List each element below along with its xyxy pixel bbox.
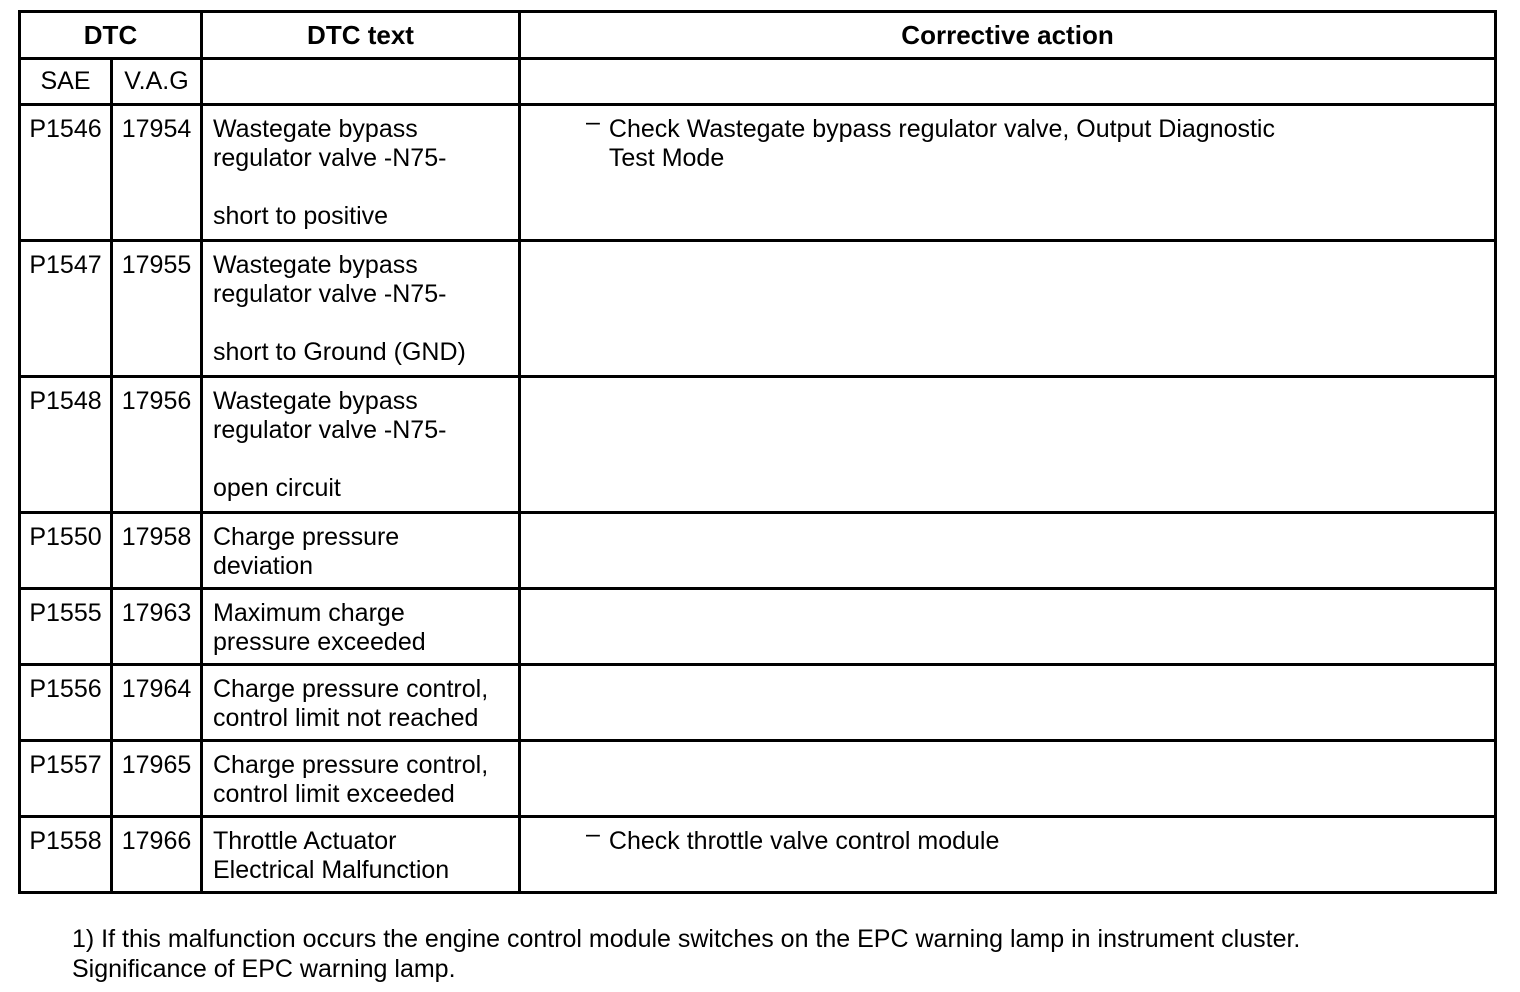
vag-code-cell: 17955	[112, 241, 202, 377]
sae-code-cell: P1556	[20, 665, 112, 741]
dtc-text-cell: Wastegate bypass regulator valve -N75- short to Ground (GND)	[202, 241, 520, 377]
footnote: 1) If this malfunction occurs the engine control module switches on the EPC warning lamp in instrument cluster. Significance of EPC warning lamp.	[72, 925, 1301, 983]
vag-code-cell: 17965	[112, 741, 202, 817]
sae-code-cell: P1548	[20, 377, 112, 513]
table-row	[20, 589, 1496, 665]
dash-bullet: –	[586, 108, 600, 136]
table-row	[20, 665, 1496, 741]
vag-code-cell: 17954	[112, 105, 202, 241]
corrective-action-cell: – Check Wastegate bypass regulator valve, Output Diagnostic Test Mode	[520, 105, 1496, 241]
column-header-dtc: DTC	[20, 12, 202, 59]
column-header-dtc-text: DTC text	[202, 12, 520, 59]
table-subheader-row	[20, 59, 1496, 105]
sae-code-cell: P1557	[20, 741, 112, 817]
corrective-action-cell	[520, 377, 1496, 513]
vag-code-cell: 17964	[112, 665, 202, 741]
corrective-action-cell: – Check throttle valve control module	[520, 817, 1496, 893]
corrective-action-cell	[520, 241, 1496, 377]
subheader-empty-dtc-text	[202, 59, 520, 105]
sae-code-cell: P1550	[20, 513, 112, 589]
dtc-text-cell: Wastegate bypass regulator valve -N75- open circuit	[202, 377, 520, 513]
corrective-action-cell	[520, 513, 1496, 589]
dtc-text-cell: Charge pressure deviation	[202, 513, 520, 589]
table-row	[20, 377, 1496, 513]
dash-bullet: –	[586, 820, 600, 848]
corrective-action-cell	[520, 589, 1496, 665]
sae-code-cell: P1547	[20, 241, 112, 377]
vag-code-cell: 17956	[112, 377, 202, 513]
dtc-text-cell: Charge pressure control, control limit exceeded	[202, 741, 520, 817]
sae-code-cell: P1555	[20, 589, 112, 665]
column-header-corrective-action: Corrective action	[520, 12, 1496, 59]
vag-code-cell: 17966	[112, 817, 202, 893]
sae-code-cell: P1558	[20, 817, 112, 893]
vag-code-cell: 17963	[112, 589, 202, 665]
corrective-action-cell	[520, 665, 1496, 741]
dtc-text-cell: Maximum charge pressure exceeded	[202, 589, 520, 665]
subheader-empty-action	[520, 59, 1496, 105]
subheader-sae: SAE	[20, 59, 112, 105]
dtc-table	[18, 10, 1497, 894]
vag-code-cell: 17958	[112, 513, 202, 589]
subheader-vag: V.A.G	[112, 59, 202, 105]
table-row	[20, 741, 1496, 817]
dtc-text-cell: Throttle Actuator Electrical Malfunction	[202, 817, 520, 893]
sae-code-cell: P1546	[20, 105, 112, 241]
dtc-text-cell: Charge pressure control, control limit not reached	[202, 665, 520, 741]
table-row	[20, 817, 1496, 893]
table-row	[20, 513, 1496, 589]
dtc-text-cell: Wastegate bypass regulator valve -N75- short to positive	[202, 105, 520, 241]
table-row	[20, 241, 1496, 377]
corrective-action-cell	[520, 741, 1496, 817]
table-row	[20, 105, 1496, 241]
table-header-row	[20, 12, 1496, 59]
